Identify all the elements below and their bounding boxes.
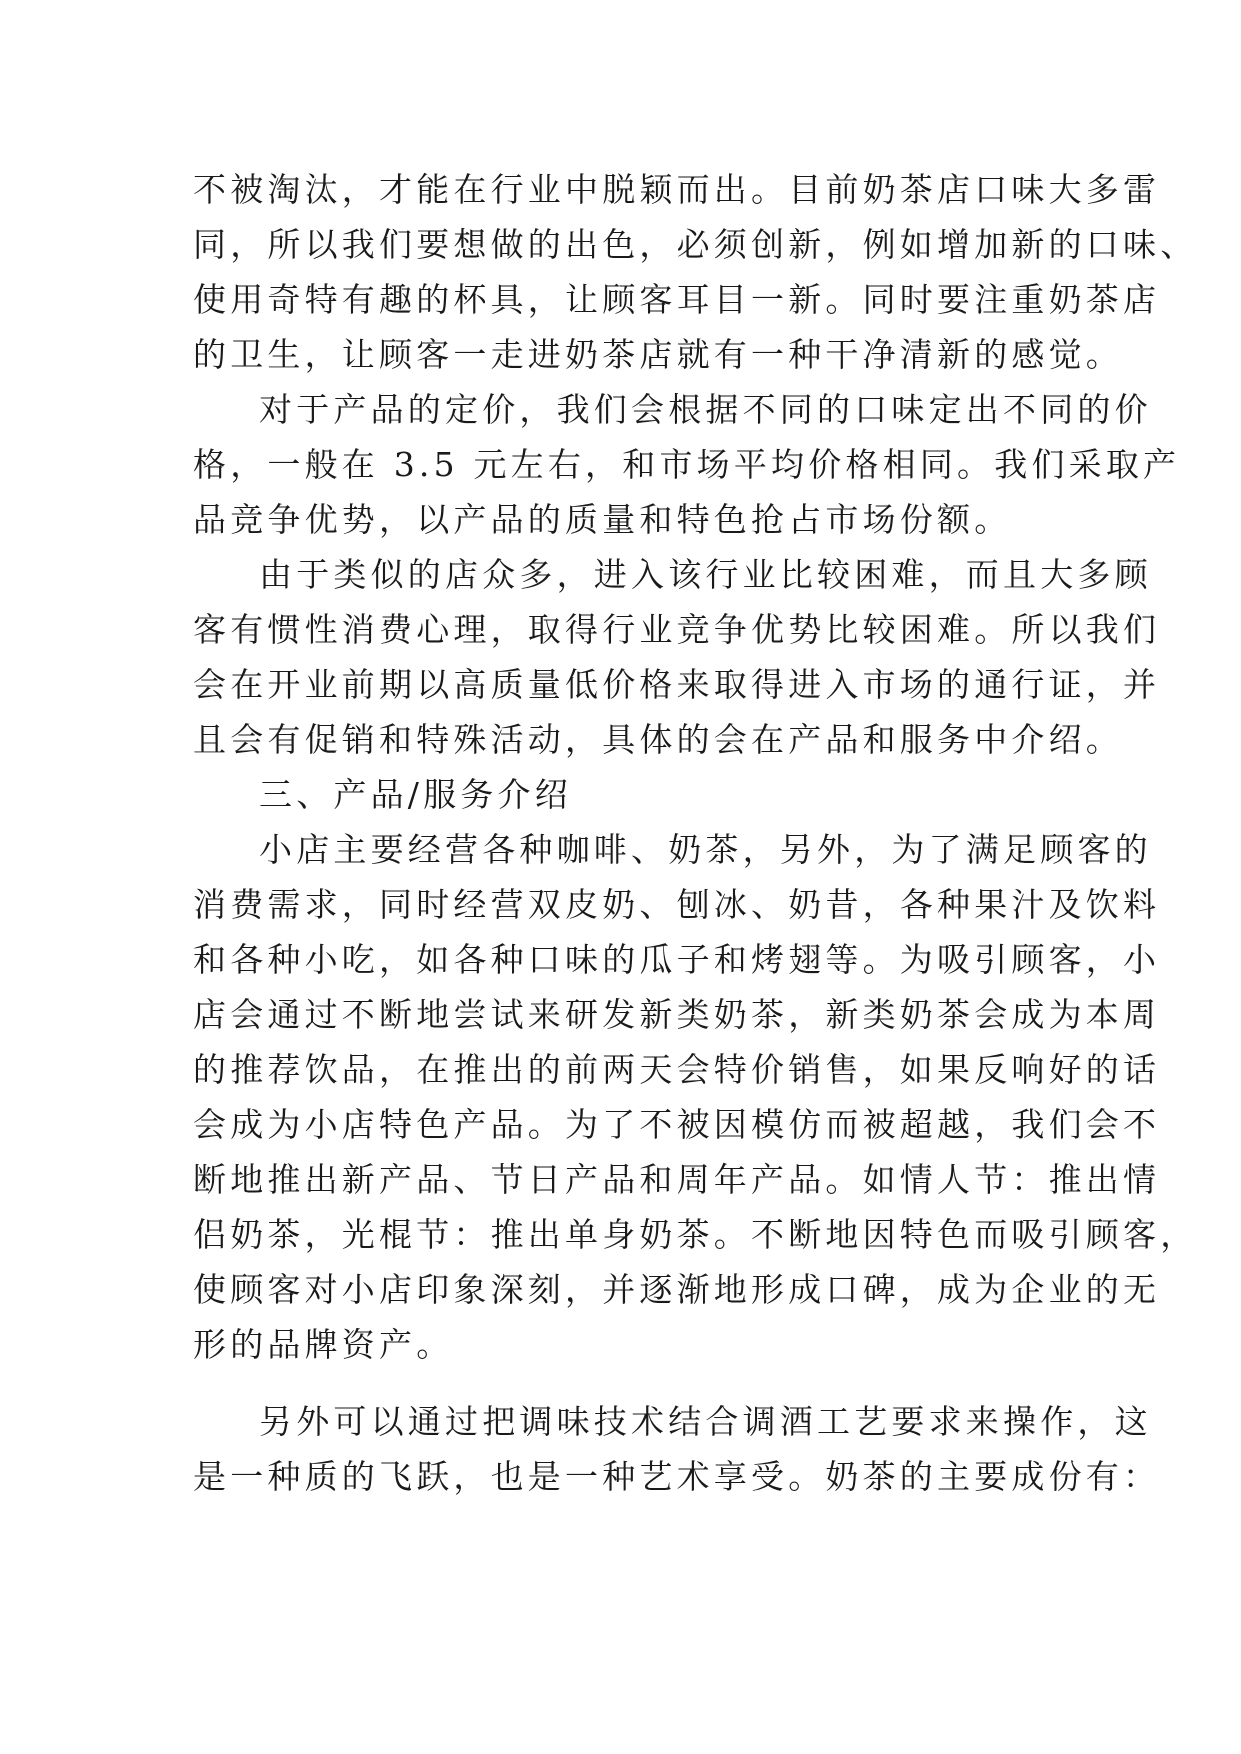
text-line: 侣奶茶，光棍节：推出单身奶茶。不断地因特色而吸引顾客， (193, 1215, 1198, 1254)
text-line: 和各种小吃，如各种口味的瓜子和烤翅等。为吸引顾客，小 (193, 940, 1161, 979)
text-line: 不被淘汰，才能在行业中脱颖而出。目前奶茶店口味大多雷 (193, 170, 1161, 209)
paragraph-gap (193, 1372, 1055, 1394)
text-line: 对于产品的定价，我们会根据不同的口味定出不同的价 (259, 390, 1152, 429)
section-heading: 三、产品/服务介绍 (259, 775, 572, 814)
text-line: 会成为小店特色产品。为了不被因模仿而被超越，我们会不 (193, 1105, 1161, 1144)
text-line: 是一种质的飞跃，也是一种艺术享受。奶茶的主要成份有： (193, 1457, 1161, 1496)
text-line: 小店主要经营各种咖啡、奶茶，另外，为了满足顾客的 (259, 830, 1152, 869)
text-line: 使顾客对小店印象深刻，并逐渐地形成口碑，成为企业的无 (193, 1270, 1161, 1309)
text-line: 店会通过不断地尝试来研发新类奶茶，新类奶茶会成为本周 (193, 995, 1161, 1034)
text-line: 另外可以通过把调味技术结合调酒工艺要求来操作，这 (259, 1402, 1152, 1441)
text-line: 格，一般在 3.5 元左右，和市场平均价格相同。我们采取产 (193, 445, 1181, 484)
text-line: 会在开业前期以高质量低价格来取得进入市场的通行证，并 (193, 665, 1161, 704)
document-body (193, 162, 1198, 1504)
text-line: 的推荐饮品，在推出的前两天会特价销售，如果反响好的话 (193, 1050, 1161, 1089)
text-line: 断地推出新产品、节日产品和周年产品。如情人节：推出情 (193, 1160, 1161, 1199)
text-line: 品竞争优势，以产品的质量和特色抢占市场份额。 (193, 500, 1012, 539)
text-line: 使用奇特有趣的杯具，让顾客耳目一新。同时要注重奶茶店 (193, 280, 1161, 319)
text-line: 同，所以我们要想做的出色，必须创新，例如增加新的口味、 (193, 225, 1198, 264)
text-line: 且会有促销和特殊活动，具体的会在产品和服务中介绍。 (193, 720, 1123, 759)
text-line: 的卫生，让顾客一走进奶茶店就有一种干净清新的感觉。 (193, 335, 1123, 374)
text-line: 由于类似的店众多，进入该行业比较困难，而且大多顾 (259, 555, 1152, 594)
text-line: 消费需求，同时经营双皮奶、刨冰、奶昔，各种果汁及饮料 (193, 885, 1161, 924)
text-line: 形的品牌资产。 (193, 1325, 454, 1364)
text-line: 客有惯性消费心理，取得行业竞争优势比较困难。所以我们 (193, 610, 1161, 649)
